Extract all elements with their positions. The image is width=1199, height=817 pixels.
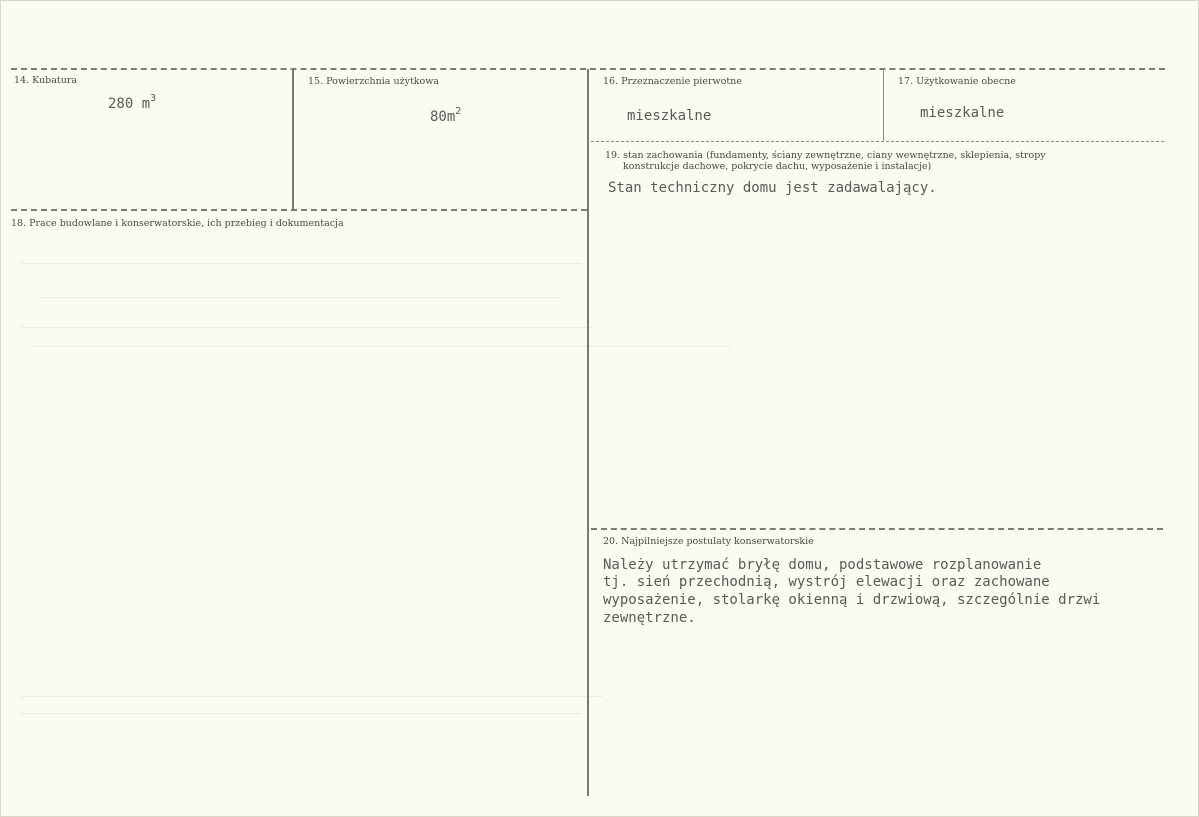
paper-smudge (21, 327, 591, 328)
paper-smudge (21, 263, 581, 264)
field-19-label-line-2: konstrukcje dachowe, pokrycie dachu, wyposażenie i instalacje) (623, 161, 932, 172)
field-16-value: mieszkalne (627, 108, 712, 124)
paper-smudge (21, 713, 581, 714)
field-20-label: 20. Najpilniejsze postulaty konserwatorskie (603, 536, 814, 547)
divider-14-15 (292, 69, 294, 210)
field-20-line-1: Należy utrzymać bryłę domu, podstawowe rozplanowanie (603, 557, 1042, 573)
field-20-line-3: wyposażenie, stolarkę okienną i drzwiową, szczególnie drzwi (603, 592, 1101, 608)
paper-smudge (31, 346, 731, 347)
paper-smudge (41, 297, 561, 298)
field-14-value: 280 $m^3$ (108, 93, 157, 112)
field-19-value: Stan techniczny domu jest zadawalający. (608, 180, 937, 196)
divider-16-17 (883, 69, 884, 142)
field-15-value: $80m^2$ (430, 106, 462, 125)
field-17-label: 17. Użytkowanie obecne (898, 76, 1016, 87)
rule-above-20 (591, 528, 1163, 530)
field-19-label-line-1: 19. stan zachowania (fundamenty, ściany zewnętrzne, ciany wewnętrzne, sklepienia, stropy (605, 150, 1046, 161)
rule-below-14-15 (11, 209, 587, 211)
divider-center (587, 69, 589, 796)
field-18-label: 18. Prace budowlane i konserwatorskie, ich przebieg i dokumentacja (11, 218, 344, 229)
field-17-value: mieszkalne (920, 105, 1005, 121)
rule-below-16-17 (591, 141, 1164, 142)
field-20-line-2: tj. sień przechodnią, wystrój elewacji oraz zachowane (603, 574, 1050, 590)
field-16-label: 16. Przeznaczenie pierwotne (603, 76, 742, 87)
field-15-label: 15. Powierzchnia użytkowa (308, 76, 440, 87)
paper-smudge (21, 696, 601, 697)
field-14-label: 14. Kubatura (14, 75, 78, 86)
field-20-line-4: zewnętrzne. (603, 610, 696, 626)
